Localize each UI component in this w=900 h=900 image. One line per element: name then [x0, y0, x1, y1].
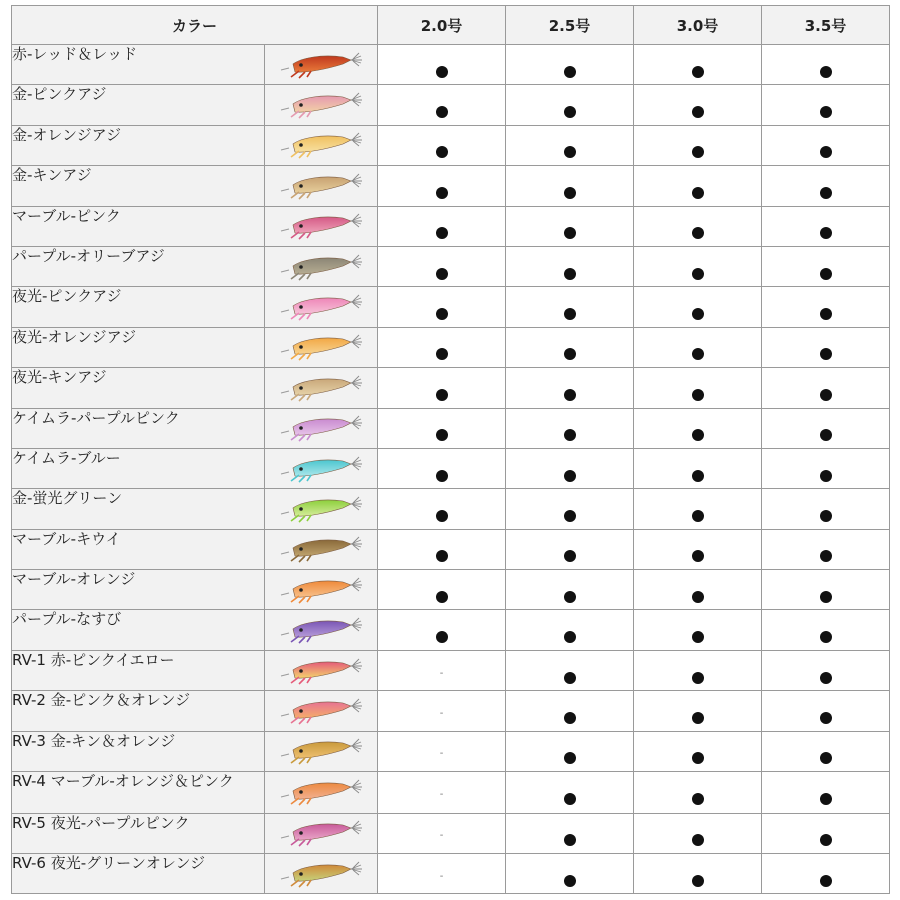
availability-cell — [762, 448, 890, 488]
available-dot-icon — [692, 106, 704, 118]
available-dot-icon — [436, 348, 448, 360]
available-dot-icon — [564, 510, 576, 522]
color-name: 金-蛍光グリーン — [12, 489, 265, 529]
availability-cell — [378, 610, 506, 650]
availability-cell — [506, 246, 634, 286]
availability-cell — [378, 650, 506, 690]
table-row — [12, 731, 890, 771]
available-dot-icon — [436, 146, 448, 158]
color-name: 金-キンアジ — [12, 166, 265, 206]
available-dot-icon — [564, 834, 576, 846]
available-dot-icon — [564, 268, 576, 280]
availability-cell — [506, 691, 634, 731]
unavailable-dash: - — [439, 870, 444, 882]
squid-jig-icon — [277, 696, 365, 726]
availability-cell — [634, 570, 762, 610]
squid-jig-icon — [277, 736, 365, 766]
available-dot-icon — [820, 752, 832, 764]
squid-jig-icon — [277, 90, 365, 120]
availability-cell — [506, 85, 634, 125]
available-dot-icon — [820, 227, 832, 239]
unavailable-dash: - — [439, 707, 444, 719]
availability-cell — [634, 610, 762, 650]
lure-swatch — [265, 570, 378, 610]
lure-swatch — [265, 813, 378, 853]
available-dot-icon — [436, 470, 448, 482]
squid-jig-icon — [277, 656, 365, 686]
availability-cell — [506, 368, 634, 408]
availability-cell — [506, 650, 634, 690]
color-name: 夜光-オレンジアジ — [12, 327, 265, 367]
table-row — [12, 772, 890, 814]
availability-cell — [634, 489, 762, 529]
availability-cell — [634, 448, 762, 488]
availability-cell — [378, 448, 506, 488]
available-dot-icon — [692, 66, 704, 78]
table-row — [12, 489, 890, 529]
squid-jig-icon — [277, 454, 365, 484]
available-dot-icon — [820, 672, 832, 684]
table-row — [12, 408, 890, 448]
table-row — [12, 45, 890, 85]
available-dot-icon — [564, 631, 576, 643]
availability-cell — [378, 206, 506, 246]
available-dot-icon — [820, 389, 832, 401]
squid-jig-icon — [277, 130, 365, 160]
color-name: ケイムラ-パープルピンク — [12, 408, 265, 448]
lure-swatch — [265, 731, 378, 771]
table-row — [12, 610, 890, 650]
availability-cell — [378, 772, 506, 814]
color-name: マーブル-キウイ — [12, 529, 265, 569]
availability-cell — [762, 85, 890, 125]
availability-cell — [378, 125, 506, 165]
availability-cell — [506, 489, 634, 529]
squid-jig-icon — [277, 534, 365, 564]
color-name: 金-オレンジアジ — [12, 125, 265, 165]
availability-cell — [762, 327, 890, 367]
available-dot-icon — [564, 389, 576, 401]
available-dot-icon — [436, 591, 448, 603]
available-dot-icon — [692, 672, 704, 684]
availability-cell — [506, 570, 634, 610]
available-dot-icon — [564, 591, 576, 603]
available-dot-icon — [692, 308, 704, 320]
availability-cell — [634, 85, 762, 125]
squid-jig-icon — [277, 818, 365, 848]
available-dot-icon — [564, 672, 576, 684]
availability-cell — [506, 853, 634, 893]
available-dot-icon — [564, 752, 576, 764]
availability-cell — [378, 85, 506, 125]
available-dot-icon — [564, 146, 576, 158]
squid-jig-icon — [277, 413, 365, 443]
availability-cell — [378, 813, 506, 853]
availability-cell — [378, 45, 506, 85]
availability-cell — [378, 529, 506, 569]
color-size-table — [11, 5, 890, 894]
available-dot-icon — [820, 470, 832, 482]
availability-cell — [378, 368, 506, 408]
available-dot-icon — [564, 187, 576, 199]
lure-swatch — [265, 489, 378, 529]
lure-swatch — [265, 85, 378, 125]
available-dot-icon — [820, 712, 832, 724]
availability-cell — [762, 166, 890, 206]
available-dot-icon — [692, 348, 704, 360]
availability-cell — [378, 166, 506, 206]
available-dot-icon — [692, 268, 704, 280]
color-name: RV-3 金-キン＆オレンジ — [12, 731, 265, 771]
availability-cell — [506, 448, 634, 488]
available-dot-icon — [436, 268, 448, 280]
color-name: 赤-レッド＆レッド — [12, 45, 265, 85]
available-dot-icon — [564, 429, 576, 441]
availability-cell — [634, 813, 762, 853]
available-dot-icon — [564, 348, 576, 360]
available-dot-icon — [436, 106, 448, 118]
available-dot-icon — [564, 66, 576, 78]
availability-cell — [762, 691, 890, 731]
available-dot-icon — [436, 66, 448, 78]
color-name: 金-ピンクアジ — [12, 85, 265, 125]
available-dot-icon — [564, 793, 576, 805]
available-dot-icon — [820, 429, 832, 441]
available-dot-icon — [436, 631, 448, 643]
table-row — [12, 327, 890, 367]
availability-cell — [634, 731, 762, 771]
availability-cell — [378, 691, 506, 731]
available-dot-icon — [820, 187, 832, 199]
table-row — [12, 853, 890, 893]
color-name: RV-6 夜光-グリーンオレンジ — [12, 853, 265, 893]
availability-cell — [378, 408, 506, 448]
color-name: 夜光-キンアジ — [12, 368, 265, 408]
availability-cell — [634, 368, 762, 408]
available-dot-icon — [692, 510, 704, 522]
availability-cell — [762, 206, 890, 246]
availability-cell — [762, 731, 890, 771]
squid-jig-icon — [277, 859, 365, 889]
availability-cell — [634, 287, 762, 327]
availability-cell — [762, 529, 890, 569]
available-dot-icon — [820, 268, 832, 280]
header-size-2-0: 2.0号 — [378, 6, 506, 45]
available-dot-icon — [692, 389, 704, 401]
availability-cell — [378, 489, 506, 529]
available-dot-icon — [692, 712, 704, 724]
availability-cell — [378, 327, 506, 367]
available-dot-icon — [436, 308, 448, 320]
color-name: RV-1 赤-ピンクイエロー — [12, 650, 265, 690]
squid-jig-icon — [277, 292, 365, 322]
squid-jig-icon — [277, 373, 365, 403]
availability-cell — [634, 691, 762, 731]
available-dot-icon — [820, 875, 832, 887]
available-dot-icon — [692, 631, 704, 643]
availability-cell — [762, 853, 890, 893]
table-row — [12, 650, 890, 690]
availability-cell — [762, 287, 890, 327]
available-dot-icon — [692, 227, 704, 239]
availability-cell — [506, 610, 634, 650]
available-dot-icon — [820, 66, 832, 78]
lure-swatch — [265, 408, 378, 448]
available-dot-icon — [436, 187, 448, 199]
table-row — [12, 166, 890, 206]
available-dot-icon — [564, 875, 576, 887]
available-dot-icon — [820, 550, 832, 562]
unavailable-dash: - — [439, 748, 444, 760]
availability-cell — [378, 246, 506, 286]
availability-cell — [762, 125, 890, 165]
lure-swatch — [265, 125, 378, 165]
lure-swatch — [265, 327, 378, 367]
table-row — [12, 125, 890, 165]
availability-cell — [762, 368, 890, 408]
lure-swatch — [265, 246, 378, 286]
color-name: RV-5 夜光-パープルピンク — [12, 813, 265, 853]
color-name: マーブル-ピンク — [12, 206, 265, 246]
color-name: 夜光-ピンクアジ — [12, 287, 265, 327]
color-name: ケイムラ-ブルー — [12, 448, 265, 488]
available-dot-icon — [564, 470, 576, 482]
availability-cell — [634, 650, 762, 690]
squid-jig-icon — [277, 777, 365, 807]
squid-jig-icon — [277, 50, 365, 80]
available-dot-icon — [820, 793, 832, 805]
available-dot-icon — [436, 429, 448, 441]
header-size-3-0: 3.0号 — [634, 6, 762, 45]
availability-cell — [762, 570, 890, 610]
available-dot-icon — [692, 429, 704, 441]
availability-cell — [634, 206, 762, 246]
table-body — [12, 45, 890, 894]
unavailable-dash: - — [439, 667, 444, 679]
table-row — [12, 206, 890, 246]
squid-jig-icon — [277, 171, 365, 201]
header-row — [12, 6, 890, 45]
available-dot-icon — [564, 550, 576, 562]
availability-cell — [634, 125, 762, 165]
lure-swatch — [265, 166, 378, 206]
availability-cell — [506, 813, 634, 853]
available-dot-icon — [436, 510, 448, 522]
available-dot-icon — [692, 834, 704, 846]
color-name: パープル-オリーブアジ — [12, 246, 265, 286]
available-dot-icon — [820, 591, 832, 603]
availability-cell — [378, 570, 506, 610]
color-name: マーブル-オレンジ — [12, 570, 265, 610]
table-row — [12, 691, 890, 731]
lure-swatch — [265, 529, 378, 569]
table-row — [12, 813, 890, 853]
availability-cell — [762, 408, 890, 448]
table-row — [12, 529, 890, 569]
availability-cell — [634, 166, 762, 206]
availability-cell — [506, 408, 634, 448]
lure-swatch — [265, 448, 378, 488]
availability-cell — [506, 731, 634, 771]
color-name: RV-4 マーブル-オレンジ＆ピンク — [12, 772, 265, 814]
availability-cell — [506, 45, 634, 85]
availability-cell — [634, 408, 762, 448]
table-row — [12, 448, 890, 488]
available-dot-icon — [564, 712, 576, 724]
available-dot-icon — [692, 752, 704, 764]
color-name: パープル-なすび — [12, 610, 265, 650]
squid-jig-icon — [277, 211, 365, 241]
availability-cell — [506, 287, 634, 327]
available-dot-icon — [820, 106, 832, 118]
available-dot-icon — [436, 389, 448, 401]
lure-swatch — [265, 368, 378, 408]
availability-cell — [506, 772, 634, 814]
lure-swatch — [265, 287, 378, 327]
availability-cell — [634, 853, 762, 893]
available-dot-icon — [692, 550, 704, 562]
availability-cell — [506, 529, 634, 569]
lure-swatch — [265, 610, 378, 650]
squid-jig-icon — [277, 494, 365, 524]
availability-cell — [506, 327, 634, 367]
squid-jig-icon — [277, 332, 365, 362]
availability-cell — [762, 610, 890, 650]
availability-cell — [506, 206, 634, 246]
availability-cell — [762, 246, 890, 286]
available-dot-icon — [820, 510, 832, 522]
availability-cell — [506, 125, 634, 165]
table-row — [12, 287, 890, 327]
lure-swatch — [265, 853, 378, 893]
squid-jig-icon — [277, 252, 365, 282]
availability-cell — [634, 529, 762, 569]
header-color: カラー — [12, 6, 378, 45]
available-dot-icon — [436, 550, 448, 562]
available-dot-icon — [692, 146, 704, 158]
available-dot-icon — [820, 631, 832, 643]
available-dot-icon — [820, 146, 832, 158]
available-dot-icon — [564, 106, 576, 118]
lure-swatch — [265, 772, 378, 814]
available-dot-icon — [692, 187, 704, 199]
squid-jig-icon — [277, 575, 365, 605]
availability-cell — [506, 166, 634, 206]
availability-cell — [378, 853, 506, 893]
available-dot-icon — [820, 308, 832, 320]
available-dot-icon — [436, 227, 448, 239]
lure-swatch — [265, 45, 378, 85]
availability-cell — [762, 650, 890, 690]
table-row — [12, 368, 890, 408]
availability-cell — [762, 813, 890, 853]
color-name: RV-2 金-ピンク＆オレンジ — [12, 691, 265, 731]
available-dot-icon — [692, 875, 704, 887]
table-row — [12, 85, 890, 125]
available-dot-icon — [820, 834, 832, 846]
available-dot-icon — [692, 793, 704, 805]
availability-cell — [762, 489, 890, 529]
header-size-3-5: 3.5号 — [762, 6, 890, 45]
squid-jig-icon — [277, 615, 365, 645]
availability-cell — [634, 45, 762, 85]
available-dot-icon — [820, 348, 832, 360]
available-dot-icon — [692, 591, 704, 603]
unavailable-dash: - — [439, 789, 444, 801]
available-dot-icon — [564, 227, 576, 239]
table-row — [12, 246, 890, 286]
available-dot-icon — [692, 470, 704, 482]
unavailable-dash: - — [439, 830, 444, 842]
header-size-2-5: 2.5号 — [506, 6, 634, 45]
lure-swatch — [265, 650, 378, 690]
availability-cell — [634, 772, 762, 814]
lure-swatch — [265, 691, 378, 731]
table-row — [12, 570, 890, 610]
availability-cell — [634, 327, 762, 367]
availability-cell — [762, 772, 890, 814]
availability-cell — [378, 731, 506, 771]
availability-cell — [762, 45, 890, 85]
availability-cell — [634, 246, 762, 286]
available-dot-icon — [564, 308, 576, 320]
lure-swatch — [265, 206, 378, 246]
availability-cell — [378, 287, 506, 327]
